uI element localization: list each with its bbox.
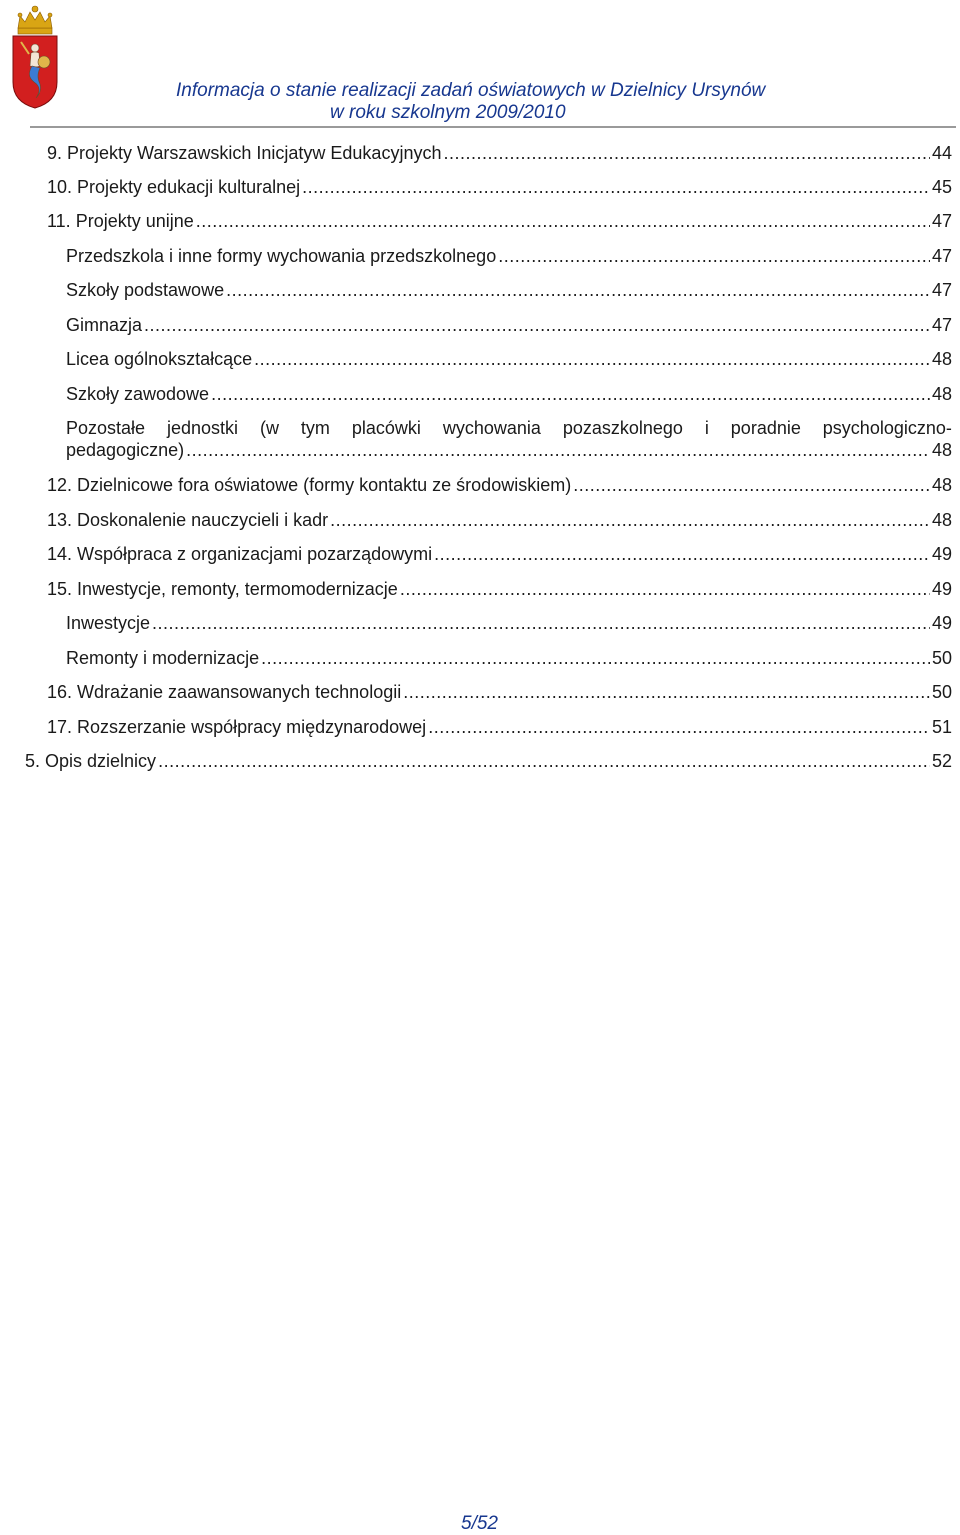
toc-entry-title: 9. Projekty Warszawskich Inicjatyw Edukacyjnych xyxy=(47,143,442,163)
toc-leader-dots xyxy=(226,279,930,301)
toc-entry-page: 49 xyxy=(931,613,952,633)
toc-entry-title: 11. Projekty unijne xyxy=(47,211,194,231)
toc-entry-page: 48 xyxy=(931,475,952,495)
toc-entry[interactable] xyxy=(66,348,952,370)
toc-leader-dots xyxy=(498,245,930,267)
toc-entry-title: 14. Współpraca z organizacjami pozarządowymi xyxy=(47,544,433,564)
header-divider xyxy=(30,126,956,128)
toc-entry[interactable] xyxy=(47,210,952,232)
toc-leader-dots xyxy=(152,612,930,634)
toc-entry[interactable] xyxy=(47,543,952,565)
toc-entry[interactable] xyxy=(47,509,952,531)
toc-entry-title-line1: Pozostałe jednostki (w tym placówki wychowania pozaszkolnego i poradnie psychologiczno- xyxy=(66,418,952,438)
toc-entry-title: Licea ogólnokształcące xyxy=(66,349,253,369)
toc-entry-title: Szkoły podstawowe xyxy=(66,280,225,300)
toc-leader-dots xyxy=(443,142,930,164)
toc-leader-dots xyxy=(428,716,930,738)
toc-entry-page: 44 xyxy=(931,143,952,163)
toc-entry-page: 47 xyxy=(931,246,952,266)
toc-entry-title: 5. Opis dzielnicy xyxy=(25,751,157,771)
toc-entry[interactable] xyxy=(47,716,952,738)
toc-entry[interactable] xyxy=(66,279,952,301)
toc-entry[interactable] xyxy=(47,474,952,496)
toc-entry-title-line2: pedagogiczne) xyxy=(66,440,185,460)
toc-entry[interactable] xyxy=(66,612,952,634)
toc-entry-page: 51 xyxy=(931,717,952,737)
toc-entry-page: 48 xyxy=(931,510,952,530)
toc-entry-title: 17. Rozszerzanie współpracy międzynarodowej xyxy=(47,717,427,737)
toc-leader-dots xyxy=(400,578,930,600)
page-number: 5/52 xyxy=(461,1513,498,1534)
toc-entry[interactable] xyxy=(47,176,952,198)
toc-leader-dots xyxy=(158,750,930,772)
toc-entry[interactable] xyxy=(47,578,952,600)
toc-entry-page: 50 xyxy=(931,682,952,702)
toc-leader-dots xyxy=(196,210,930,232)
toc-leader-dots xyxy=(211,383,930,405)
toc-leader-dots xyxy=(434,543,930,565)
header-title: Informacja o stanie realizacji zadań oświatowych w Dzielnicy Ursynów xyxy=(176,80,766,101)
toc-entry-page: 49 xyxy=(931,544,952,564)
toc-leader-dots xyxy=(144,314,930,336)
toc-leader-dots xyxy=(403,681,930,703)
toc-leader-dots xyxy=(254,348,930,370)
warsaw-coat-of-arms-icon xyxy=(10,4,60,110)
toc-entry-page: 49 xyxy=(931,579,952,599)
toc-entry[interactable] xyxy=(66,383,952,405)
toc-entry[interactable] xyxy=(25,750,952,772)
toc-entry[interactable] xyxy=(66,647,952,669)
toc-entry-title: 10. Projekty edukacji kulturalnej xyxy=(47,177,301,197)
toc-leader-dots xyxy=(186,439,930,461)
toc-entry-page: 47 xyxy=(931,211,952,231)
toc-entry-page: 48 xyxy=(931,384,952,404)
toc-leader-dots xyxy=(573,474,930,496)
toc-entry-page: 52 xyxy=(931,751,952,771)
toc-entry-page: 47 xyxy=(931,280,952,300)
toc-entry-page: 48 xyxy=(931,349,952,369)
toc-entry-page: 50 xyxy=(931,648,952,668)
toc-entry-title: Remonty i modernizacje xyxy=(66,648,260,668)
toc-entry[interactable] xyxy=(47,142,952,164)
toc-entry-page: 47 xyxy=(931,315,952,335)
toc-leader-dots xyxy=(302,176,930,198)
toc-entry-title: 16. Wdrażanie zaawansowanych technologii xyxy=(47,682,402,702)
toc-entry-title: Szkoły zawodowe xyxy=(66,384,210,404)
toc-entry-title: 15. Inwestycje, remonty, termomodernizacje xyxy=(47,579,398,599)
toc-leader-dots xyxy=(261,647,930,669)
toc-entry[interactable] xyxy=(66,314,952,336)
toc-entry-page: 48 xyxy=(931,440,952,460)
toc-entry-title: 12. Dzielnicowe fora oświatowe (formy kontaktu ze środowiskiem) xyxy=(47,475,572,495)
header-subtitle: w roku szkolnym 2009/2010 xyxy=(330,102,566,123)
toc-entry[interactable] xyxy=(47,681,952,703)
toc-entry[interactable] xyxy=(66,245,952,267)
toc-leader-dots xyxy=(330,509,930,531)
toc-entry-title: Gimnazja xyxy=(66,315,143,335)
toc-entry-page: 45 xyxy=(931,177,952,197)
toc-entry-title: 13. Doskonalenie nauczycieli i kadr xyxy=(47,510,329,530)
toc-entry[interactable] xyxy=(66,417,952,461)
toc-entry-title: Przedszkola i inne formy wychowania przedszkolnego xyxy=(66,246,497,266)
toc-entry-title: Inwestycje xyxy=(66,613,151,633)
